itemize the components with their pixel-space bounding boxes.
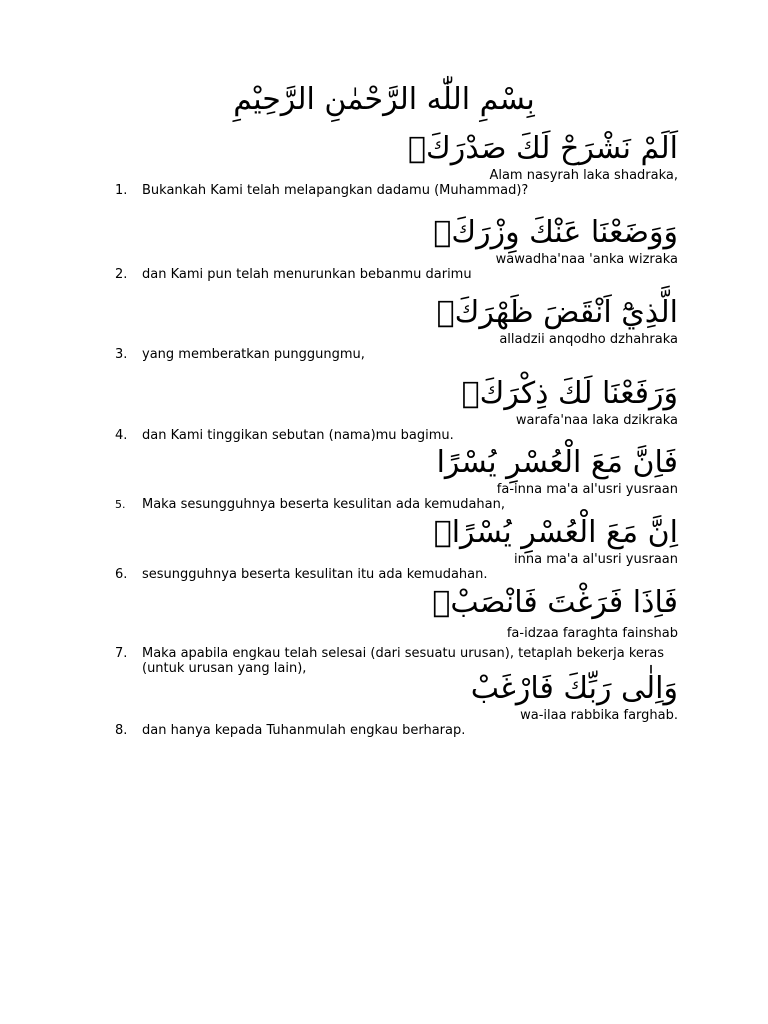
verse-number: 2.: [115, 267, 128, 282]
verse-number: 7.: [115, 646, 128, 661]
verse-2: [110, 214, 678, 282]
verse-7: [110, 584, 678, 676]
verse-number: 1.: [115, 183, 128, 198]
verse-arabic: وَاِلٰى رَبِّكَ فَارْغَبْ: [470, 671, 678, 706]
verse-4: [110, 375, 678, 443]
verse-transliteration: wa-ilaa rabbika farghab.: [520, 708, 678, 723]
verse-number: 3.: [115, 347, 128, 362]
verse-arabic: وَرَفَعْنَا لَكَ ذِكْرَكَۗ: [461, 376, 678, 411]
verse-transliteration: Alam nasyrah laka shadraka,: [489, 168, 678, 183]
verse-8: [110, 670, 678, 738]
verse-5: [110, 444, 678, 512]
verse-translation-row: [110, 723, 678, 738]
verse-translation: Bukankah Kami telah melapangkan dadamu (Muhammad)?: [142, 183, 529, 198]
verse-translation: sesungguhnya beserta kesulitan itu ada kemudahan.: [142, 567, 488, 582]
verse-3: [110, 294, 678, 362]
verse-number: 8.: [115, 723, 128, 738]
verse-transliteration: fa-idzaa faraghta fainshab: [506, 626, 678, 641]
verse-translation: dan Kami pun telah menurunkan bebanmu darimu: [142, 267, 472, 282]
verse-translation: Maka sesungguhnya beserta kesulitan ada kemudahan,: [142, 497, 505, 512]
basmala-heading: بِسْمِ اللّٰه الرَّحْمٰنِ الرَّحِيْمِ: [233, 82, 535, 117]
verse-translation-row: [110, 428, 678, 443]
verse-translation: yang memberatkan punggungmu,: [142, 347, 365, 362]
verse-arabic: وَوَضَعْنَا عَنْكَ وِزْرَكَۙ: [433, 215, 678, 250]
verse-transliteration: alladzii anqodho dzhahraka: [499, 332, 678, 347]
verse-number: 5.: [115, 498, 126, 511]
verse-transliteration: warafa'naa laka dzikraka: [515, 413, 678, 428]
verse-arabic: فَاِنَّ مَعَ الْعُسْرِ يُسْرًا: [436, 445, 678, 480]
verse-arabic: اَلَمْ نَشْرَحْ لَكَ صَدْرَكَۙ: [408, 131, 678, 166]
verse-arabic: فَاِذَا فَرَغْتَ فَانْصَبْۙ: [432, 585, 678, 620]
verse-arabic: الَّذِيْٓ اَنْقَضَ ظَهْرَكَۙ: [436, 295, 678, 330]
verse-number: 6.: [115, 567, 128, 582]
verse-transliteration: fa-inna ma'a al'usri yusraan: [496, 482, 678, 497]
verse-number: 4.: [115, 428, 128, 443]
verse-translation-row: [110, 497, 678, 512]
verse-1: [110, 130, 678, 198]
verse-transliteration: inna ma'a al'usri yusraan: [514, 552, 678, 567]
verse-translation: dan hanya kepada Tuhanmulah engkau berharap.: [142, 723, 466, 738]
verse-translation-row: [110, 347, 678, 362]
verse-translation: dan Kami tinggikan sebutan (nama)mu bagimu.: [142, 428, 454, 443]
verse-arabic: اِنَّ مَعَ الْعُسْرِ يُسْرًاۗ: [433, 515, 678, 550]
verse-translation-row: [110, 267, 678, 282]
verse-translation-row: [110, 183, 678, 198]
verse-translation: Maka apabila engkau telah selesai (dari sesuatu urusan), tetaplah bekerja keras (untuk urusan yang lain),: [142, 646, 664, 676]
verse-translation-row: [110, 567, 678, 582]
verse-6: [110, 514, 678, 582]
verse-transliteration: wawadha'naa 'anka wizraka: [495, 252, 678, 267]
